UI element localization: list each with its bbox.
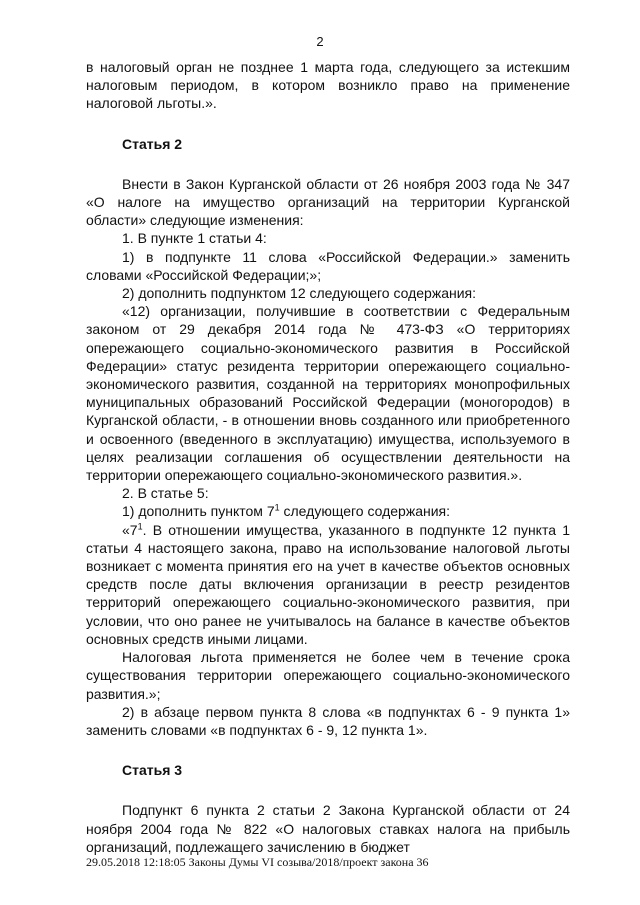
paragraph-point-7-1-text [86, 521, 570, 648]
text-part: . В отношении имущества, указанного в подпункте 12 пункта 1 статьи 4 настоящего закона, право на использование налоговой льготы возникает с момента принятия его на учет в качестве объектов основных средств после даты включения организации в реестр резидентов территорий опережающего социально-экономического развития, при условии, что оно ранее не учитывалось на балансе в качестве объектов основных средств иными лицами. [86, 521, 570, 647]
text-part: 1) дополнить пунктом 7 [122, 503, 275, 520]
page-number: 2 [316, 34, 324, 49]
paragraph-tax-benefit-term: Налоговая льгота применяется не более чем в течение срока существования территории опережающего социально-экономического развития.»; [86, 649, 570, 702]
article-3-heading: Статья 3 [122, 762, 183, 779]
text-part: следующего содержания: [279, 503, 451, 520]
article-2-heading: Статья 2 [122, 135, 183, 152]
superscript: 1 [274, 502, 280, 513]
paragraph-subpoint-12: «12) организации, получившие в соответствии с Федеральным законом от 29 декабря 2014 года № 473-ФЗ «О территориях опережающего социально-экономического развития в Российской Федерации» статус резидента территории опережающего социально-экономического развития, созданной на территориях монопрофильных муниципальных образований Российской Федерации (моногородов) в Курганской области, - в отношении вновь созданного или приобретенного и освоенного (введенного в эксплуатацию) имущества, используемого в целях реализации соглашения об осуществлении деятельности на территории опережающего социально-экономического развития.». [86, 303, 570, 484]
paragraph-add-point-7-1 [86, 502, 570, 520]
text-part: «7 [122, 521, 138, 538]
paragraph-subitem-2-point-8: 2) в абзаце первом пункта 8 слова «в подпунктах 6 - 9 пункта 1» заменить словами «в подпунктах 6 - 9, 12 пункта 1». [86, 703, 570, 738]
paragraph-item-2: 2. В статье 5: [122, 485, 209, 502]
paragraph-continuation: в налоговый орган не позднее 1 марта года, следующего за истекшим налоговым периодом, в котором возникло право на применение налоговой льготы.». [86, 59, 570, 112]
paragraph-subitem-2: 2) дополнить подпунктом 12 следующего содержания: [122, 285, 476, 302]
document-body [86, 58, 570, 856]
footer-file-path: 29.05.2018 12:18:05 Законы Думы VI созыва/2018/проект закона 36 [86, 855, 429, 869]
paragraph-amendment-intro: Внести в Закон Курганской области от 26 ноября 2003 года № 347 «О налоге на имущество организаций на территории Курганской области» следующие изменения: [86, 175, 570, 229]
paragraph-item-1: 1. В пункте 1 статьи 4: [122, 230, 267, 247]
paragraph-article-3-text: Подпункт 6 пункта 2 статьи 2 Закона Курганской области от 24 ноября 2004 года № 822 «О налоговых ставках налога на прибыль организаций, подлежащего зачислению в бюджет [86, 802, 570, 855]
paragraph-subitem-1: 1) в подпункте 11 слова «Российской Федерации.» заменить словами «Российской Федерации;»; [86, 248, 570, 283]
superscript: 1 [137, 521, 143, 532]
